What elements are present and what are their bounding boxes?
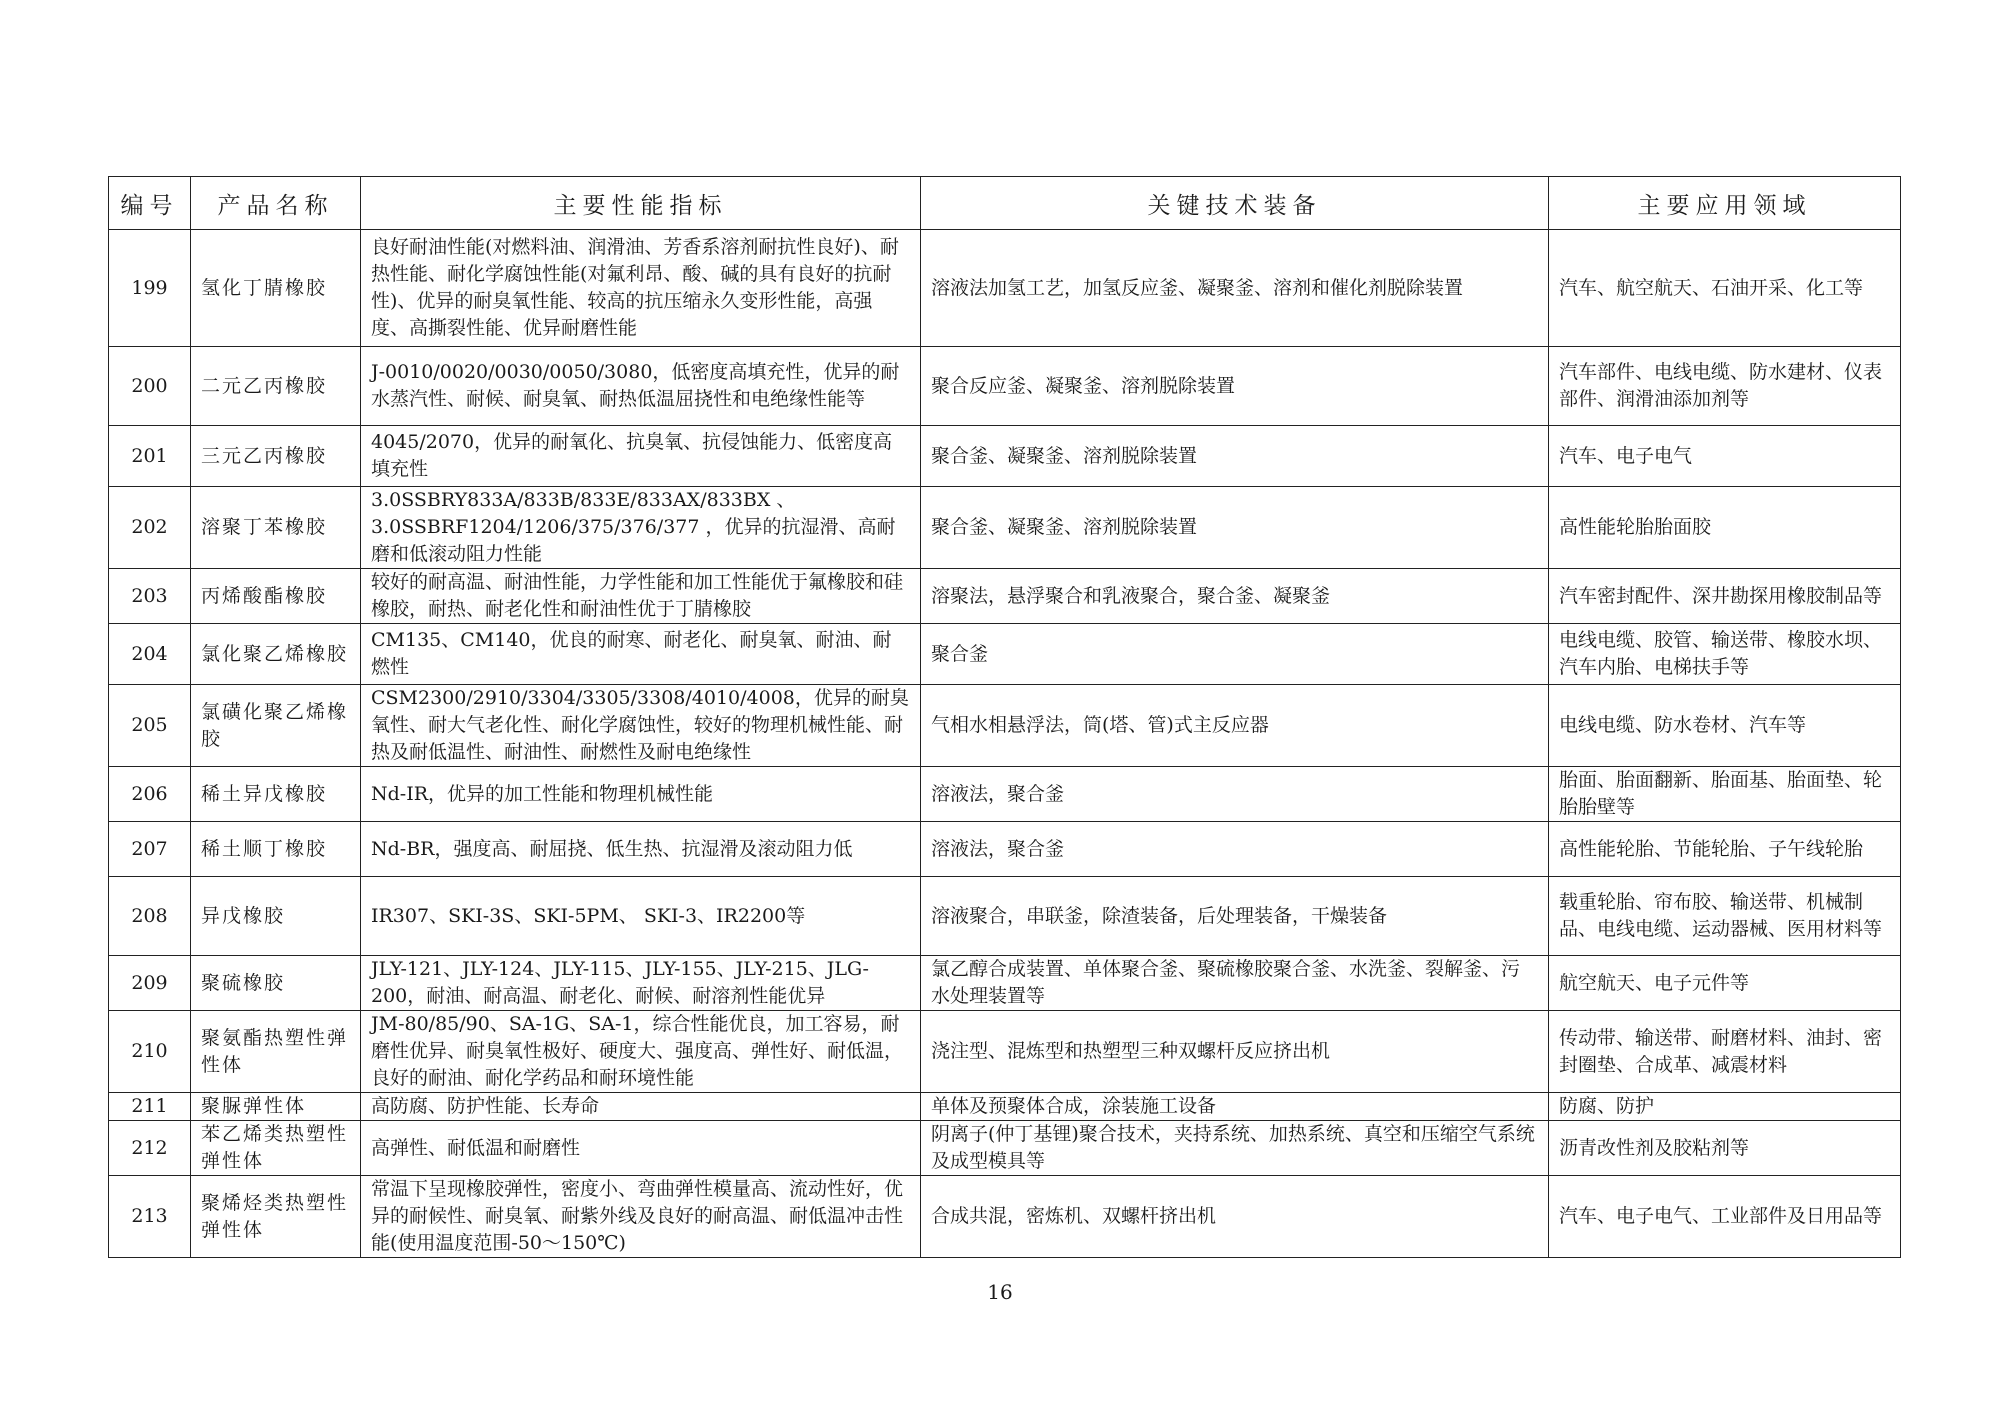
cell-number: 206 — [109, 767, 191, 822]
cell-number: 204 — [109, 624, 191, 685]
table-row — [109, 1121, 1901, 1176]
cell-application: 电线电缆、胶管、输送带、橡胶水坝、汽车内胎、电梯扶手等 — [1549, 624, 1901, 685]
cell-product-name: 溶聚丁苯橡胶 — [191, 487, 361, 569]
table-header-row — [109, 177, 1901, 230]
page-number: 16 — [987, 1280, 1013, 1304]
cell-equipment: 阴离子(仲丁基锂)聚合技术，夹持系统、加热系统、真空和压缩空气系统及成型模具等 — [921, 1121, 1549, 1176]
cell-product-name: 异戊橡胶 — [191, 877, 361, 956]
cell-equipment: 单体及预聚体合成，涂装施工设备 — [921, 1093, 1549, 1121]
cell-equipment: 气相水相悬浮法，筒(塔、管)式主反应器 — [921, 685, 1549, 767]
table-row — [109, 347, 1901, 426]
table-row — [109, 767, 1901, 822]
header-performance: 主要性能指标 — [361, 177, 921, 230]
cell-number: 208 — [109, 877, 191, 956]
product-table — [108, 176, 1901, 1258]
table-row — [109, 426, 1901, 487]
cell-performance: 较好的耐高温、耐油性能，力学性能和加工性能优于氟橡胶和硅橡胶，耐热、耐老化性和耐油性优于丁腈橡胶 — [361, 569, 921, 624]
header-product-name: 产品名称 — [191, 177, 361, 230]
cell-number: 209 — [109, 956, 191, 1011]
cell-product-name: 聚氨酯热塑性弹性体 — [191, 1011, 361, 1093]
cell-number: 202 — [109, 487, 191, 569]
cell-performance: 4045/2070，优异的耐氧化、抗臭氧、抗侵蚀能力、低密度高填充性 — [361, 426, 921, 487]
table-row — [109, 1176, 1901, 1258]
cell-performance: 3.0SSBRY833A/833B/833E/833AX/833BX 、3.0SSBRF1204/1206/375/376/377 ，优异的抗湿滑、高耐磨和低滚动阻力性能 — [361, 487, 921, 569]
cell-number: 210 — [109, 1011, 191, 1093]
cell-product-name: 聚烯烃类热塑性弹性体 — [191, 1176, 361, 1258]
cell-number: 201 — [109, 426, 191, 487]
cell-application: 沥青改性剂及胶粘剂等 — [1549, 1121, 1901, 1176]
cell-product-name: 三元乙丙橡胶 — [191, 426, 361, 487]
cell-application: 电线电缆、防水卷材、汽车等 — [1549, 685, 1901, 767]
cell-performance: JM-80/85/90、SA-1G、SA-1，综合性能优良，加工容易，耐磨性优异、耐臭氧性极好、硬度大、强度高、弹性好、耐低温，良好的耐油、耐化学药品和耐环境性能 — [361, 1011, 921, 1093]
cell-application: 传动带、输送带、耐磨材料、油封、密封圈垫、合成革、减震材料 — [1549, 1011, 1901, 1093]
cell-equipment: 聚合反应釜、凝聚釜、溶剂脱除装置 — [921, 347, 1549, 426]
cell-performance: Nd-BR，强度高、耐屈挠、低生热、抗湿滑及滚动阻力低 — [361, 822, 921, 877]
cell-product-name: 稀土异戊橡胶 — [191, 767, 361, 822]
table-row — [109, 487, 1901, 569]
table-row — [109, 956, 1901, 1011]
cell-product-name: 聚脲弹性体 — [191, 1093, 361, 1121]
cell-performance: 高弹性、耐低温和耐磨性 — [361, 1121, 921, 1176]
cell-performance: 良好耐油性能(对燃料油、润滑油、芳香系溶剂耐抗性良好)、耐热性能、耐化学腐蚀性能(对氟利昂、酸、碱的具有良好的抗耐性)、优异的耐臭氧性能、较高的抗压缩永久变形性能，高强度、高撕裂性能、优异耐磨性能 — [361, 230, 921, 347]
cell-application: 高性能轮胎胎面胶 — [1549, 487, 1901, 569]
cell-number: 213 — [109, 1176, 191, 1258]
cell-product-name: 氯磺化聚乙烯橡胶 — [191, 685, 361, 767]
cell-product-name: 二元乙丙橡胶 — [191, 347, 361, 426]
cell-number: 207 — [109, 822, 191, 877]
cell-product-name: 苯乙烯类热塑性弹性体 — [191, 1121, 361, 1176]
cell-product-name: 氢化丁腈橡胶 — [191, 230, 361, 347]
table-row — [109, 1093, 1901, 1121]
cell-equipment: 聚合釜 — [921, 624, 1549, 685]
cell-application: 汽车、电子电气、工业部件及日用品等 — [1549, 1176, 1901, 1258]
cell-performance: J-0010/0020/0030/0050/3080，低密度高填充性，优异的耐水蒸汽性、耐候、耐臭氧、耐热低温屈挠性和电绝缘性能等 — [361, 347, 921, 426]
cell-number: 212 — [109, 1121, 191, 1176]
table-row — [109, 822, 1901, 877]
cell-application: 载重轮胎、帘布胶、输送带、机械制品、电线电缆、运动器械、医用材料等 — [1549, 877, 1901, 956]
table-body — [109, 230, 1901, 1258]
cell-number: 205 — [109, 685, 191, 767]
cell-performance: 常温下呈现橡胶弹性，密度小、弯曲弹性模量高、流动性好，优异的耐候性、耐臭氧、耐紫外线及良好的耐高温、耐低温冲击性能(使用温度范围-50～150℃) — [361, 1176, 921, 1258]
header-application: 主要应用领域 — [1549, 177, 1901, 230]
cell-application: 汽车密封配件、深井勘探用橡胶制品等 — [1549, 569, 1901, 624]
cell-equipment: 溶液法，聚合釜 — [921, 822, 1549, 877]
table-row — [109, 1011, 1901, 1093]
cell-equipment: 氯乙醇合成装置、单体聚合釜、聚硫橡胶聚合釜、水洗釜、裂解釜、污水处理装置等 — [921, 956, 1549, 1011]
cell-performance: JLY-121、JLY-124、JLY-115、JLY-155、JLY-215、JLG-200，耐油、耐高温、耐老化、耐候、耐溶剂性能优异 — [361, 956, 921, 1011]
cell-equipment: 溶聚法，悬浮聚合和乳液聚合，聚合釜、凝聚釜 — [921, 569, 1549, 624]
cell-equipment: 聚合釜、凝聚釜、溶剂脱除装置 — [921, 426, 1549, 487]
cell-product-name: 丙烯酸酯橡胶 — [191, 569, 361, 624]
cell-performance: CSM2300/2910/3304/3305/3308/4010/4008，优异的耐臭氧性、耐大气老化性、耐化学腐蚀性，较好的物理机械性能、耐热及耐低温性、耐油性、耐燃性及耐电绝缘性 — [361, 685, 921, 767]
cell-number: 199 — [109, 230, 191, 347]
table-row — [109, 685, 1901, 767]
cell-application: 汽车、电子电气 — [1549, 426, 1901, 487]
table-row — [109, 624, 1901, 685]
cell-application: 防腐、防护 — [1549, 1093, 1901, 1121]
cell-performance: 高防腐、防护性能、长寿命 — [361, 1093, 921, 1121]
cell-equipment: 合成共混，密炼机、双螺杆挤出机 — [921, 1176, 1549, 1258]
cell-equipment: 聚合釜、凝聚釜、溶剂脱除装置 — [921, 487, 1549, 569]
header-equipment: 关键技术装备 — [921, 177, 1549, 230]
table-row — [109, 877, 1901, 956]
header-number: 编号 — [109, 177, 191, 230]
cell-application: 汽车部件、电线电缆、防水建材、仪表部件、润滑油添加剂等 — [1549, 347, 1901, 426]
cell-equipment: 溶液法加氢工艺，加氢反应釜、凝聚釜、溶剂和催化剂脱除装置 — [921, 230, 1549, 347]
table-row — [109, 230, 1901, 347]
cell-number: 211 — [109, 1093, 191, 1121]
cell-performance: CM135、CM140，优良的耐寒、耐老化、耐臭氧、耐油、耐燃性 — [361, 624, 921, 685]
cell-product-name: 聚硫橡胶 — [191, 956, 361, 1011]
cell-performance: Nd-IR，优异的加工性能和物理机械性能 — [361, 767, 921, 822]
cell-equipment: 浇注型、混炼型和热塑型三种双螺杆反应挤出机 — [921, 1011, 1549, 1093]
cell-product-name: 氯化聚乙烯橡胶 — [191, 624, 361, 685]
cell-equipment: 溶液聚合，串联釜，除渣装备，后处理装备，干燥装备 — [921, 877, 1549, 956]
cell-application: 胎面、胎面翻新、胎面基、胎面垫、轮胎胎壁等 — [1549, 767, 1901, 822]
cell-application: 汽车、航空航天、石油开采、化工等 — [1549, 230, 1901, 347]
cell-number: 203 — [109, 569, 191, 624]
cell-application: 高性能轮胎、节能轮胎、子午线轮胎 — [1549, 822, 1901, 877]
cell-product-name: 稀土顺丁橡胶 — [191, 822, 361, 877]
table-row — [109, 569, 1901, 624]
cell-equipment: 溶液法，聚合釜 — [921, 767, 1549, 822]
cell-application: 航空航天、电子元件等 — [1549, 956, 1901, 1011]
cell-performance: IR307、SKI-3S、SKI-5PM、 SKI-3、IR2200等 — [361, 877, 921, 956]
cell-number: 200 — [109, 347, 191, 426]
